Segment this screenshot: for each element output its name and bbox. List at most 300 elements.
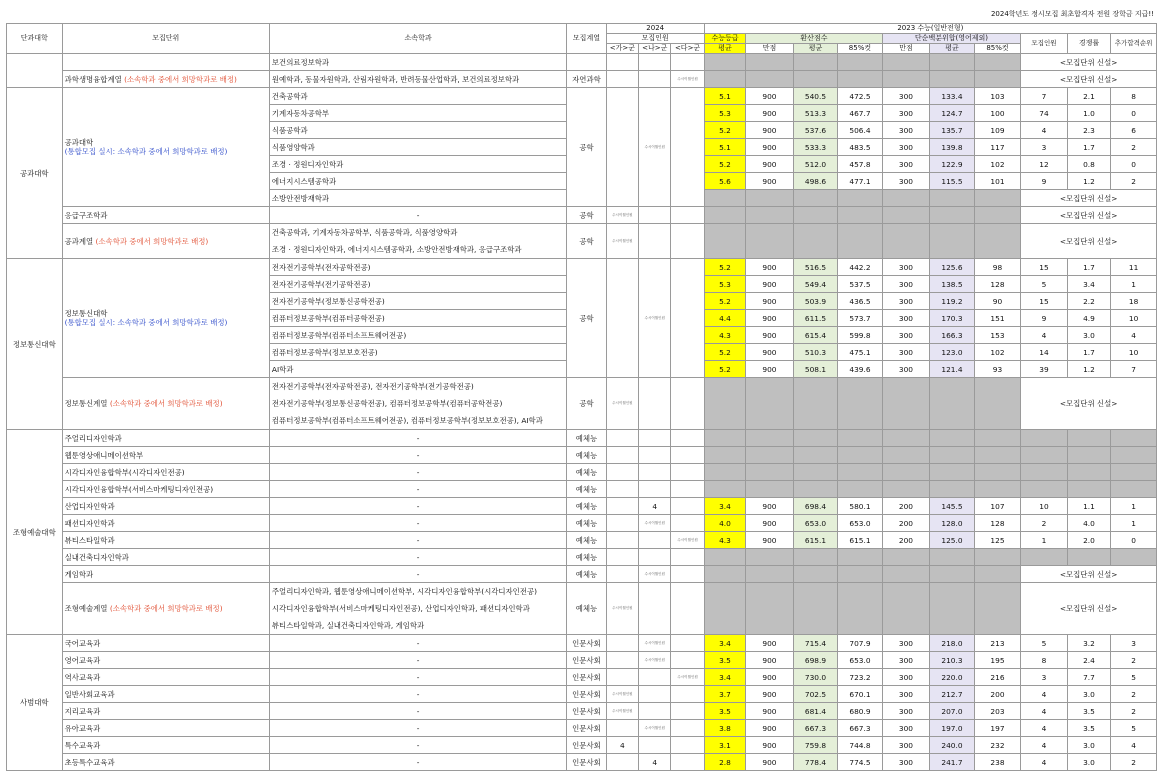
- recruit-da-cell: 수시이월인원: [671, 532, 704, 549]
- extra-cell: 4: [1111, 737, 1157, 754]
- dept-cell: 기계자동차공학부: [269, 105, 566, 122]
- ratio-cell: 7.7: [1067, 669, 1110, 686]
- recruit-da-cell: [671, 259, 704, 378]
- blank-cell: [930, 378, 974, 430]
- avg-cell: 615.1: [793, 532, 837, 549]
- recruit-ga-cell: [606, 464, 638, 481]
- savg-cell: 197.0: [930, 720, 974, 737]
- ratio-cell: 1.1: [1067, 498, 1110, 515]
- grade-cell: 4.4: [704, 310, 745, 327]
- full-cell: 900: [746, 532, 794, 549]
- s85-cell: 203: [974, 703, 1021, 720]
- table-row: [7, 737, 1157, 754]
- blank-cell: [1021, 464, 1068, 481]
- extra-cell: 2: [1111, 703, 1157, 720]
- s85-cell: 213: [974, 635, 1021, 652]
- recruit-na-cell: [639, 464, 671, 481]
- category-cell: 공학: [567, 378, 606, 430]
- header-simple: 단순백분위합(영어제외): [882, 34, 1021, 44]
- blank-cell: [882, 190, 930, 207]
- savg-cell: 133.4: [930, 88, 974, 105]
- full-cell: 900: [746, 720, 794, 737]
- table-row: [7, 71, 1157, 88]
- recruit-da-cell: [671, 464, 704, 481]
- blank-cell: [704, 71, 745, 88]
- blank-cell: [930, 207, 974, 224]
- blank-cell: [974, 549, 1021, 566]
- recruit-ga-cell: 수시이월인원: [606, 224, 638, 259]
- header-category: 모집계열: [567, 24, 606, 54]
- blank-cell: [882, 378, 930, 430]
- ratio-cell: 1.2: [1067, 173, 1110, 190]
- dept-cell: -: [269, 447, 566, 464]
- extra-cell: 0: [1111, 156, 1157, 173]
- blank-cell: [793, 190, 837, 207]
- blank-cell: [746, 583, 794, 635]
- blank-cell: [746, 54, 794, 71]
- table-row: [7, 686, 1157, 703]
- category-cell: 인문사회: [567, 703, 606, 720]
- sfull-cell: 300: [882, 686, 930, 703]
- extra-cell: 1: [1111, 498, 1157, 515]
- dept-cell: -: [269, 669, 566, 686]
- recruit-ga-cell: [606, 430, 638, 447]
- blank-cell: [746, 71, 794, 88]
- table-row: [7, 669, 1157, 686]
- recruit-na-cell: [639, 224, 671, 259]
- dept-cell: -: [269, 686, 566, 703]
- blank-cell: [793, 71, 837, 88]
- grade-cell: 5.1: [704, 139, 745, 156]
- recruit-na-cell: 수시이월인원: [639, 515, 671, 532]
- blank-cell: [746, 447, 794, 464]
- blank-cell: [704, 224, 745, 259]
- recruit-da-cell: [671, 652, 704, 669]
- header-p85: 85%컷: [838, 44, 882, 54]
- s85-cell: 125: [974, 532, 1021, 549]
- blank-cell: [838, 71, 882, 88]
- avg-cell: 611.5: [793, 310, 837, 327]
- recruit2-cell: 3: [1021, 139, 1068, 156]
- recruit-da-cell: [671, 720, 704, 737]
- recruit-na-cell: 4: [639, 498, 671, 515]
- dept-cell: -: [269, 532, 566, 549]
- dept-cell: -: [269, 737, 566, 754]
- recruit-ga-cell: [606, 635, 638, 652]
- dept-cell: -: [269, 566, 566, 583]
- blank-cell: [974, 224, 1021, 259]
- blank-cell: [882, 71, 930, 88]
- avg-cell: 516.5: [793, 259, 837, 276]
- dept-cell: -: [269, 754, 566, 771]
- recruit2-cell: 4: [1021, 703, 1068, 720]
- unit-name: 실내건축디자인학과: [64, 552, 129, 562]
- blank-cell: [1111, 430, 1157, 447]
- blank-cell: [1111, 447, 1157, 464]
- avg-cell: 667.3: [793, 720, 837, 737]
- recruit-na-cell: [639, 549, 671, 566]
- s85-cell: 100: [974, 105, 1021, 122]
- sfull-cell: 300: [882, 88, 930, 105]
- ratio-cell: 3.0: [1067, 737, 1110, 754]
- unit-name: 역사교육과: [64, 672, 101, 682]
- dept-cell: -: [269, 720, 566, 737]
- extra-cell: 2: [1111, 686, 1157, 703]
- grade-cell: 3.1: [704, 737, 745, 754]
- unit-cell: [62, 669, 269, 686]
- s85-cell: 90: [974, 293, 1021, 310]
- recruit2-cell: 15: [1021, 259, 1068, 276]
- s85-cell: 109: [974, 122, 1021, 139]
- table-row: [7, 532, 1157, 549]
- unit-name: 일반사회교육과: [64, 689, 115, 699]
- s85-cell: 128: [974, 276, 1021, 293]
- recruit-ga-cell: [606, 652, 638, 669]
- table-body: [7, 54, 1157, 771]
- table-row: [7, 207, 1157, 224]
- recruit-ga-cell: [606, 88, 638, 207]
- p85-cell: 744.8: [838, 737, 882, 754]
- unit-cell: [62, 54, 269, 71]
- unit-name: 특수교육과: [64, 740, 101, 750]
- p85-cell: 436.5: [838, 293, 882, 310]
- blank-cell: [882, 583, 930, 635]
- recruit2-cell: 5: [1021, 635, 1068, 652]
- blank-cell: [838, 54, 882, 71]
- recruit2-cell: 74: [1021, 105, 1068, 122]
- recruit-da-cell: [671, 583, 704, 635]
- header-converted: 환산점수: [746, 34, 883, 44]
- category-cell: 예체능: [567, 481, 606, 498]
- header-grade: 수능등급: [704, 34, 745, 44]
- header-avg2: 평균: [930, 44, 974, 54]
- blank-cell: [704, 464, 745, 481]
- unit-name: 정보통신대학: [64, 309, 108, 318]
- avg-cell: 698.4: [793, 498, 837, 515]
- dept-cell: AI학과: [269, 361, 566, 378]
- blank-cell: [1021, 549, 1068, 566]
- table-row: [7, 224, 1157, 259]
- blank-cell: [838, 481, 882, 498]
- table-row: [7, 754, 1157, 771]
- blank-cell: [838, 566, 882, 583]
- recruit-da-cell: [671, 754, 704, 771]
- ratio-cell: 2.4: [1067, 652, 1110, 669]
- grade-cell: 3.5: [704, 652, 745, 669]
- extra-cell: 0: [1111, 532, 1157, 549]
- college-cell: 사범대학: [7, 635, 63, 771]
- dept-cell: 컴퓨터정보공학부(컴퓨터소프트웨어전공): [269, 327, 566, 344]
- unit-note: (통합모집 실시: 소속학과 중에서 희망학과로 배정): [64, 318, 228, 327]
- ratio-cell: 3.0: [1067, 686, 1110, 703]
- blank-cell: [1111, 481, 1157, 498]
- blank-cell: [838, 190, 882, 207]
- blank-cell: [974, 464, 1021, 481]
- grade-cell: 5.2: [704, 259, 745, 276]
- blank-cell: [1067, 430, 1110, 447]
- blank-cell: [704, 481, 745, 498]
- blank-cell: [974, 583, 1021, 635]
- sfull-cell: 300: [882, 361, 930, 378]
- grade-cell: 3.8: [704, 720, 745, 737]
- category-cell: 공학: [567, 259, 606, 378]
- header-full: 만점: [746, 44, 794, 54]
- blank-cell: [930, 54, 974, 71]
- sfull-cell: 200: [882, 515, 930, 532]
- unit-cell: [62, 207, 269, 224]
- ratio-cell: 1.2: [1067, 361, 1110, 378]
- category-cell: 예체능: [567, 498, 606, 515]
- recruit-ga-cell: [606, 481, 638, 498]
- header-ratio: 경쟁률: [1067, 34, 1110, 54]
- blank-cell: [882, 224, 930, 259]
- blank-cell: [930, 566, 974, 583]
- new-unit-cell: <모집단위 신설>: [1021, 207, 1157, 224]
- recruit-ga-cell: [606, 720, 638, 737]
- header-p85-2: 85%컷: [974, 44, 1021, 54]
- extra-cell: 1: [1111, 515, 1157, 532]
- category-cell: 예체능: [567, 549, 606, 566]
- unit-name: 응급구조학과: [64, 210, 108, 220]
- dept-cell: 컴퓨터정보공학부(컴퓨터공학전공): [269, 310, 566, 327]
- recruit2-cell: 4: [1021, 122, 1068, 139]
- dept-cell: 식품공학과: [269, 122, 566, 139]
- header-ga: <가>군: [606, 44, 638, 54]
- recruit-ga-cell: [606, 259, 638, 378]
- full-cell: 900: [746, 310, 794, 327]
- extra-cell: 1: [1111, 276, 1157, 293]
- unit-name: 패션디자인학과: [64, 518, 115, 528]
- new-unit-cell: <모집단위 신설>: [1021, 583, 1157, 635]
- full-cell: 900: [746, 361, 794, 378]
- avg-cell: 698.9: [793, 652, 837, 669]
- unit-cell: [62, 566, 269, 583]
- blank-cell: [793, 447, 837, 464]
- grade-cell: 5.2: [704, 361, 745, 378]
- header-dept: 소속학과: [269, 24, 566, 54]
- s85-cell: 128: [974, 515, 1021, 532]
- blank-cell: [704, 583, 745, 635]
- unit-name: 시각디자인융합학부(서비스마케팅디자인전공): [64, 484, 214, 494]
- p85-cell: 506.4: [838, 122, 882, 139]
- unit-note: (소속학과 중에서 희망학과로 배정): [109, 399, 223, 408]
- dept-line: 건축공학과, 기계자동차공학부, 식품공학과, 식품영양학과: [271, 228, 458, 237]
- grade-cell: 5.2: [704, 293, 745, 310]
- admission-table-container: [6, 23, 1157, 771]
- category-cell: [567, 54, 606, 71]
- unit-cell: [62, 532, 269, 549]
- recruit-ga-cell: [606, 515, 638, 532]
- recruit-da-cell: [671, 686, 704, 703]
- recruit2-cell: 5: [1021, 276, 1068, 293]
- avg-cell: 533.3: [793, 139, 837, 156]
- unit-name: 조형예술계열: [64, 604, 108, 613]
- unit-cell: [62, 447, 269, 464]
- recruit2-cell: 3: [1021, 669, 1068, 686]
- college-cell: 공과대학: [7, 88, 63, 259]
- blank-cell: [882, 54, 930, 71]
- p85-cell: 680.9: [838, 703, 882, 720]
- grade-cell: 5.2: [704, 344, 745, 361]
- admission-table: [6, 23, 1157, 771]
- extra-cell: 10: [1111, 310, 1157, 327]
- s85-cell: 93: [974, 361, 1021, 378]
- category-cell: 예체능: [567, 430, 606, 447]
- unit-name: 주얼리디자인학과: [64, 433, 122, 443]
- dept-cell: -: [269, 515, 566, 532]
- blank-cell: [838, 447, 882, 464]
- blank-cell: [746, 566, 794, 583]
- recruit-ga-cell: 수시이월인원: [606, 686, 638, 703]
- header-2024: 2024: [606, 24, 704, 34]
- category-cell: 인문사회: [567, 635, 606, 652]
- grade-cell: 5.3: [704, 105, 745, 122]
- extra-cell: 2: [1111, 139, 1157, 156]
- blank-cell: [930, 190, 974, 207]
- table-row: [7, 430, 1157, 447]
- s85-cell: 151: [974, 310, 1021, 327]
- category-cell: 인문사회: [567, 754, 606, 771]
- dept-cell: -: [269, 207, 566, 224]
- college-cell: [7, 54, 63, 88]
- blank-cell: [838, 430, 882, 447]
- s85-cell: 216: [974, 669, 1021, 686]
- recruit2-cell: 12: [1021, 156, 1068, 173]
- savg-cell: 125.0: [930, 532, 974, 549]
- recruit-na-cell: 수시이월인원: [639, 652, 671, 669]
- dept-line: 컴퓨터정보공학부(컴퓨터소프트웨어전공), 컴퓨터정보공학부(정보보호전공), AI학과: [271, 416, 543, 425]
- savg-cell: 115.5: [930, 173, 974, 190]
- extra-cell: 10: [1111, 344, 1157, 361]
- blank-cell: [793, 481, 837, 498]
- dept-cell: 소방안전방재학과: [269, 190, 566, 207]
- category-cell: 예체능: [567, 566, 606, 583]
- scholarship-note: 2024학년도 정시모집 최초합격자 전원 장학금 지급!!: [990, 10, 1154, 18]
- blank-cell: [746, 190, 794, 207]
- table-row: [7, 720, 1157, 737]
- dept-cell: [269, 224, 566, 259]
- recruit-na-cell: 수시이월인원: [639, 566, 671, 583]
- unit-cell: [62, 259, 269, 378]
- blank-cell: [1021, 447, 1068, 464]
- ratio-cell: 1.7: [1067, 139, 1110, 156]
- unit-name: 공과대학: [64, 138, 94, 147]
- unit-cell: [62, 686, 269, 703]
- full-cell: 900: [746, 88, 794, 105]
- table-row: [7, 259, 1157, 276]
- p85-cell: 653.0: [838, 652, 882, 669]
- blank-cell: [704, 54, 745, 71]
- header-da: <다>군: [671, 44, 704, 54]
- recruit-da-cell: [671, 515, 704, 532]
- unit-cell: [62, 498, 269, 515]
- header-full2: 만점: [882, 44, 930, 54]
- dept-cell: 원예학과, 동물자원학과, 산림자원학과, 반려동물산업학과, 보건의료정보학과: [269, 71, 566, 88]
- savg-cell: 210.3: [930, 652, 974, 669]
- dept-cell: 식품영양학과: [269, 139, 566, 156]
- blank-cell: [838, 583, 882, 635]
- unit-cell: [62, 583, 269, 635]
- dept-line: 뷰티스타일학과, 실내건축디자인학과, 게임학과: [271, 621, 425, 630]
- savg-cell: 218.0: [930, 635, 974, 652]
- full-cell: 900: [746, 122, 794, 139]
- blank-cell: [974, 54, 1021, 71]
- dept-cell: 전자전기공학부(전자공학전공): [269, 259, 566, 276]
- unit-name: 초등특수교육과: [64, 757, 115, 767]
- sfull-cell: 300: [882, 669, 930, 686]
- recruit-da-cell: 수시이월인원: [671, 669, 704, 686]
- ratio-cell: 3.5: [1067, 720, 1110, 737]
- p85-cell: 670.1: [838, 686, 882, 703]
- recruit-na-cell: 수시이월인원: [639, 635, 671, 652]
- blank-cell: [793, 549, 837, 566]
- unit-cell: [62, 703, 269, 720]
- s85-cell: 232: [974, 737, 1021, 754]
- blank-cell: [974, 430, 1021, 447]
- category-cell: 공학: [567, 224, 606, 259]
- grade-cell: 5.1: [704, 88, 745, 105]
- sfull-cell: 300: [882, 173, 930, 190]
- dept-line: 조경 · 정원디자인학과, 에너지시스템공학과, 소방안전방재학과, 응급구조학과: [271, 245, 522, 254]
- savg-cell: 240.0: [930, 737, 974, 754]
- savg-cell: 121.4: [930, 361, 974, 378]
- unit-name: 시각디자인융합학부(시각디자인전공): [64, 467, 185, 477]
- table-row: [7, 54, 1157, 71]
- avg-cell: 653.0: [793, 515, 837, 532]
- recruit-ga-cell: [606, 532, 638, 549]
- unit-name: 게임학과: [64, 569, 94, 579]
- recruit-na-cell: [639, 686, 671, 703]
- blank-cell: [793, 566, 837, 583]
- header-recruit2: 모집인원: [1021, 34, 1068, 54]
- blank-cell: [930, 583, 974, 635]
- header-na: <나>군: [639, 44, 671, 54]
- s85-cell: 107: [974, 498, 1021, 515]
- blank-cell: [930, 447, 974, 464]
- blank-cell: [746, 224, 794, 259]
- recruit2-cell: 39: [1021, 361, 1068, 378]
- p85-cell: 707.9: [838, 635, 882, 652]
- ratio-cell: 3.0: [1067, 327, 1110, 344]
- table-row: [7, 88, 1157, 105]
- recruit2-cell: 14: [1021, 344, 1068, 361]
- blank-cell: [1111, 549, 1157, 566]
- dept-line: 주얼리디자인학과, 웹툰영상애니메이션학부, 시각디자인융합학부(시각디자인전공): [271, 587, 537, 596]
- savg-cell: 135.7: [930, 122, 974, 139]
- sfull-cell: 300: [882, 344, 930, 361]
- unit-cell: [62, 737, 269, 754]
- recruit-na-cell: [639, 481, 671, 498]
- sfull-cell: 300: [882, 139, 930, 156]
- recruit-ga-cell: [606, 754, 638, 771]
- sfull-cell: 300: [882, 293, 930, 310]
- grade-cell: 5.2: [704, 156, 745, 173]
- recruit-da-cell: [671, 54, 704, 71]
- s85-cell: 238: [974, 754, 1021, 771]
- extra-cell: 5: [1111, 669, 1157, 686]
- blank-cell: [793, 54, 837, 71]
- savg-cell: 119.2: [930, 293, 974, 310]
- p85-cell: 667.3: [838, 720, 882, 737]
- extra-cell: 2: [1111, 173, 1157, 190]
- dept-line: 전자전기공학부(전자공학전공), 전자전기공학부(전기공학전공): [271, 382, 474, 391]
- table-row: [7, 635, 1157, 652]
- recruit-da-cell: [671, 498, 704, 515]
- header-college: 단과대학: [7, 24, 63, 54]
- dept-cell: -: [269, 652, 566, 669]
- table-row: [7, 515, 1157, 532]
- unit-name: 웹툰영상애니메이션학부: [64, 450, 144, 460]
